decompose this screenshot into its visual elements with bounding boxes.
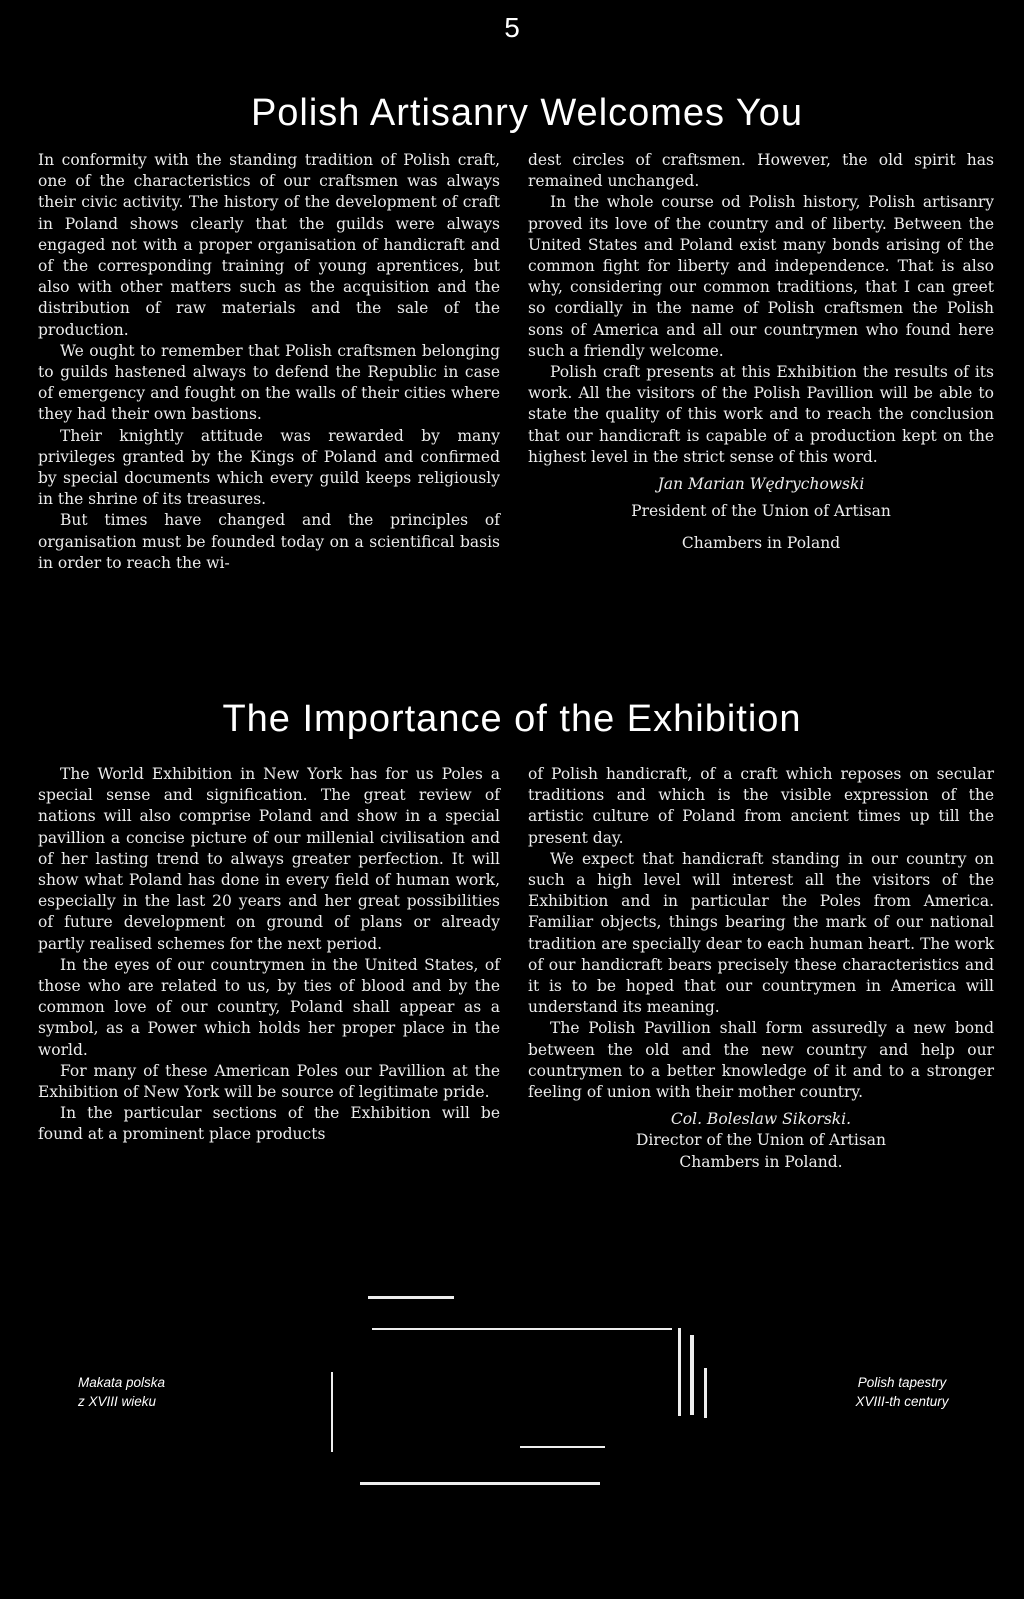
signature-title: President of the Union of Artisan xyxy=(631,502,891,521)
photo-caption-left xyxy=(78,1373,228,1411)
decor-line xyxy=(360,1482,600,1485)
decor-line xyxy=(368,1296,454,1299)
signature-name: Jan Marian Wędrychowski xyxy=(657,475,865,494)
paragraph: The World Exhibition in New York has for us Poles a special sense and signification. The great review of nations will also comprise Poland and show in a special pavillion a concise picture of our millenial civilisation and of her lasting trend to always greater perfection. It will show what Poland has done in every field of human work, especially in the last 20 years and her great possibilities of future development on ground of plans or already partly realised schemes for the next period. xyxy=(38,765,500,953)
paragraph: We expect that handicraft standing in our country on such a high level will interest all the visitors of the Exhibition and in particular the Poles from America. Familiar objects, things bearing the mark of our national tradition are specially dear to each human heart. The work of our handicraft bears precisely these characteristics and it is to be hoped that our countrymen in America will understand its meaning. xyxy=(528,849,994,1017)
page-number: 5 xyxy=(504,12,520,43)
decor-line xyxy=(331,1372,333,1452)
signature-title: Chambers in Poland. xyxy=(679,1152,843,1171)
caption-line: z XVIII wieku xyxy=(78,1394,157,1409)
paragraph: In the eyes of our countrymen in the United States, of those who are related to us, by ties of blood and by the common love of our country, Poland shall appear as a symbol, as a Power which holds her proper place in the world. xyxy=(38,955,500,1059)
article-2-left-column xyxy=(38,764,500,1146)
decor-line xyxy=(678,1328,681,1416)
paragraph: For many of these American Poles our Pavillion at the Exhibition of New York will be source of legitimate pride. xyxy=(38,1061,500,1102)
paragraph: Polish craft presents at this Exhibition the results of its work. All the visitors of the Polish Pavillion will be able to state the quality of this work and to reach the conclusion that our handicraft is capable of a production kept on the highest level in the strict sense of this word. xyxy=(528,363,994,466)
article-2-title: The Importance of the Exhibition xyxy=(222,698,802,740)
article-1-left-column xyxy=(38,150,500,574)
caption-line: XVIII-th century xyxy=(855,1394,949,1409)
paragraph: In conformity with the standing tradition of Polish craft, one of the characteristics of our craftsmen was always their civic activity. The history of the development of craft in Poland shows clearly that the guilds were always engaged not with a proper organisation of handicraft and of the corresponding training of young aprentices, but also with other matters such as the acquisition and the distribution of raw materials and the sale of the production. xyxy=(38,151,500,339)
photo-caption-right xyxy=(827,1373,977,1411)
paragraph: Their knightly attitude was rewarded by many privileges granted by the Kings of Poland and confirmed by special documents which every guild keeps religiously in the shrine of its treasures. xyxy=(38,426,500,509)
paragraph: But times have changed and the principles of organisation must be founded today on a scientifical basis in order to reach the wi- xyxy=(38,511,500,572)
article-2-right-column xyxy=(528,764,994,1173)
decor-line xyxy=(372,1328,672,1330)
decor-line xyxy=(690,1335,694,1415)
decor-line xyxy=(520,1446,605,1448)
paragraph: In the particular sections of the Exhibition will be found at a prominent place products xyxy=(38,1104,500,1144)
signature-title: Director of the Union of Artisan xyxy=(635,1131,887,1150)
paragraph: dest circles of craftsmen. However, the old spirit has remained unchanged. xyxy=(528,151,994,191)
paragraph: of Polish handicraft, of a craft which reposes on secular traditions and which is the visible expression of the artistic culture of Poland from ancient times up till the present day. xyxy=(528,765,994,847)
paragraph: In the whole course od Polish history, Polish artisanry proved its love of the country and of liberty. Between the United States and Poland exist many bonds arising of the common fight for liberty and independence. That is also why, considering our common traditions, that I can greet so cordially in the name of Polish craftsmen the Polish sons of America and all our countrymen who found here such a friendly welcome. xyxy=(528,193,994,360)
signature-title: Chambers in Poland xyxy=(681,534,841,553)
signature-name: Col. Boleslaw Sikorski. xyxy=(670,1110,852,1129)
paragraph: The Polish Pavillion shall form assuredly a new bond between the old and the new country and help our countrymen to a better knowledge of it and to a stronger feeling of union with their mother country. xyxy=(528,1019,994,1102)
caption-line: Polish tapestry xyxy=(857,1375,947,1390)
paragraph: We ought to remember that Polish craftsmen belonging to guilds hastened always to defend the Republic in case of emergency and fought on the walls of their cities where they had their own bastions. xyxy=(38,341,500,424)
article-1-title: Polish Artisanry Welcomes You xyxy=(250,92,804,134)
decor-line xyxy=(704,1368,707,1418)
caption-line: Makata polska xyxy=(78,1375,166,1390)
article-1-right-column xyxy=(528,150,994,559)
